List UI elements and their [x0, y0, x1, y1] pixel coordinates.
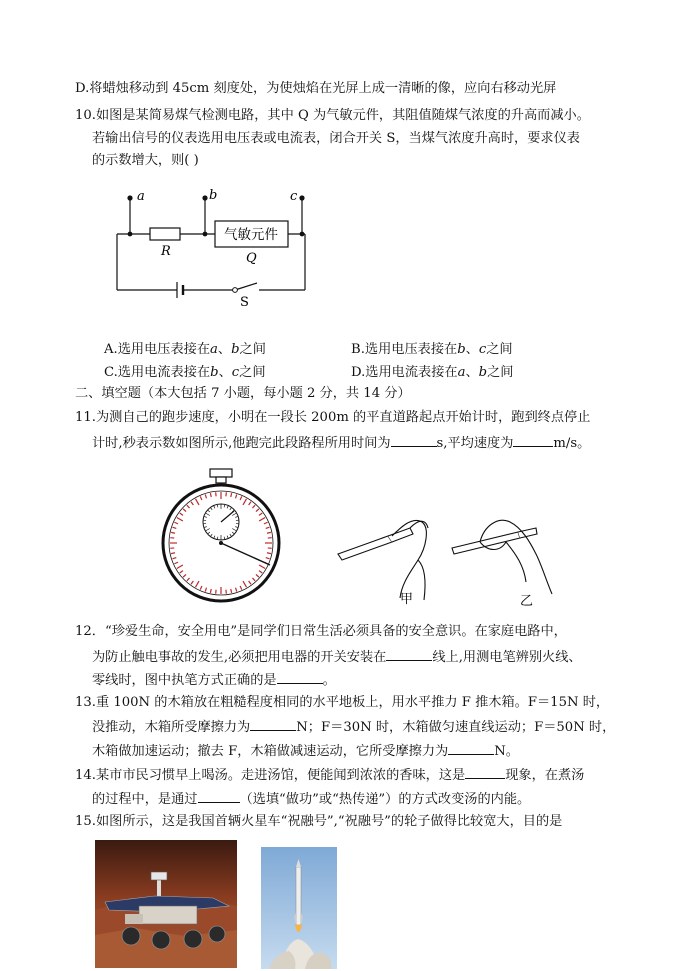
q10-option-c: C.选用电流表接在b、c之间 — [104, 365, 266, 380]
q13-line3: 木箱做加速运动；撤去 F，木箱做减速运动，它所受摩擦力为 N。 — [92, 741, 519, 761]
dial-tick — [231, 589, 232, 593]
label-b: b — [209, 188, 218, 203]
terminal-a-dot — [127, 195, 132, 200]
q10-line3: 的示数增大，则( ) — [92, 153, 199, 168]
q12-line2: 为防止触电事故的发生,必须把用电器的开关安装在 线上,用测电笔辨别火线、 — [92, 647, 582, 667]
q14-line1: 14.某市市民习惯早上喝汤。走进汤馆，便能闻到浓浓的香味，这是 现象，在煮汤 — [75, 765, 584, 785]
q10-option-b: B.选用电压表接在b、c之间 — [351, 342, 513, 357]
gas-detector-circuit-diagram — [105, 183, 325, 308]
q12-grip-blank[interactable] — [277, 670, 323, 684]
switch-blade — [235, 283, 257, 290]
rocket-launch-photo — [261, 847, 337, 969]
dial-tick — [210, 493, 211, 497]
q13-friction1-blank[interactable] — [250, 717, 296, 731]
stopwatch-figure — [160, 466, 285, 606]
dial-tick — [210, 589, 211, 593]
dial-tick — [231, 493, 232, 497]
label-a: a — [137, 189, 145, 204]
hand-b — [480, 520, 552, 594]
q9-option-d: D.将蜡烛移动到 45cm 刻度处，为使烛焰在光屏上成一清晰的像，应向右移动光屏 — [75, 81, 557, 96]
dial-tick — [171, 553, 175, 554]
dial-tick — [267, 532, 271, 533]
dial-tick — [171, 532, 175, 533]
dial-tick — [267, 553, 271, 554]
resistor-r — [150, 228, 180, 240]
section-2-heading: 二、填空题（本大包括 7 小题，每小题 2 分，共 14 分） — [75, 386, 411, 401]
q13-line1: 13.重 100N 的木箱放在粗糙程度相同的水平地板上，用水平推力 F 推木箱。F＝15N 时， — [75, 695, 610, 710]
q11-line1: 11.为测自己的跑步速度，小明在一段长 200m 的平直道路起点开始计时，跑到终点停止 — [75, 410, 591, 425]
q10-line1: 10.如图是某简易煤气检测电路，其中 Q 为气敏元件，其阻值随煤气浓度的升高而减小。 — [75, 108, 590, 123]
terminal-c-dot — [299, 195, 304, 200]
q11-time-blank[interactable] — [391, 433, 437, 447]
q14-phenomenon-blank[interactable] — [465, 765, 505, 779]
pen-b-body — [452, 532, 520, 554]
q10-option-a: A.选用电压表接在a、b之间 — [104, 342, 266, 357]
q10-option-d: D.选用电流表接在a、b之间 — [351, 365, 514, 380]
test-pen-grip-figures — [330, 508, 560, 613]
label-jia: 甲 — [400, 592, 414, 607]
q12-line1: 12．“珍爱生命，安全用电”是同学们日常生活必须具备的安全意识。在家庭电路中， — [75, 624, 567, 639]
q10-line2: 若输出信号的仪表选用电压表或电流表，闭合开关 S，当煤气浓度升高时，要求仪表 — [92, 131, 580, 146]
label-r: R — [161, 244, 171, 259]
q11-speed-blank[interactable] — [513, 433, 553, 447]
q15-line1: 15.如图所示，这是我国首辆火星车“祝融号”,“祝融号”的轮子做得比较宽大，目的是 — [75, 814, 563, 829]
label-sensor: 气敏元件 — [224, 227, 278, 243]
label-s: S — [240, 295, 249, 308]
q12-wire-blank[interactable] — [386, 647, 432, 661]
q14-method-blank[interactable] — [198, 789, 240, 803]
q11-line2: 计时,秒表示数如图所示,他跑完此段路程所用时间为 s,平均速度为 m/s。 — [92, 433, 590, 453]
q12-line3: 零线时，图中执笔方式正确的是 。 — [92, 670, 336, 690]
rocket-body — [296, 867, 301, 925]
label-c: c — [290, 189, 298, 204]
pen-a-body — [338, 536, 392, 560]
stopwatch-crown — [210, 469, 232, 477]
label-yi: 乙 — [520, 594, 534, 609]
q13-friction2-blank[interactable] — [448, 741, 494, 755]
q14-line2: 的过程中，是通过 （选填“做功”或“热传递”）的方式改变汤的内能。 — [92, 789, 530, 809]
terminal-b-dot — [202, 195, 207, 200]
label-q: Q — [246, 251, 257, 266]
q13-line2: 没推动，木箱所受摩擦力为 N；F＝30N 时，木箱做匀速直线运动；F＝50N 时， — [92, 717, 615, 737]
mars-rover-photo — [95, 840, 237, 968]
